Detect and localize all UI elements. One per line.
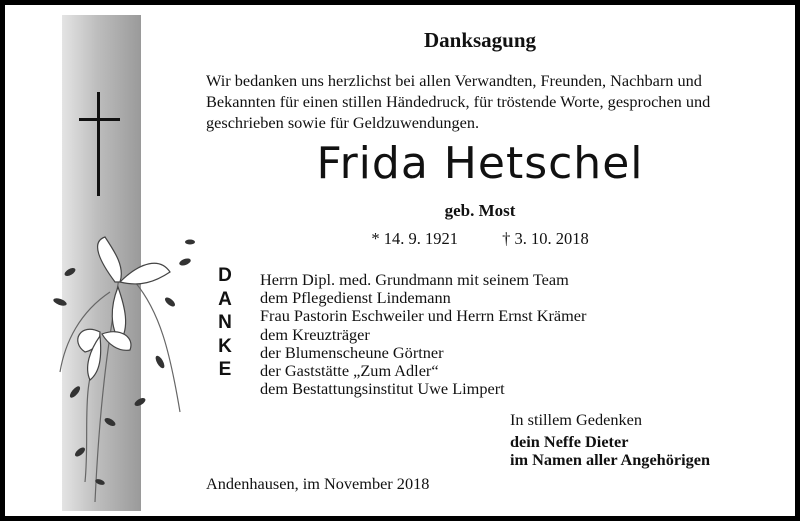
life-dates xyxy=(204,229,756,249)
thanks-list xyxy=(260,271,586,398)
thanks-item: dem Bestattungsinstitut Uwe Limpert xyxy=(260,379,505,399)
danke-letter: A xyxy=(218,288,232,310)
thanks-item: Herrn Dipl. med. Grundmann mit seinem Team xyxy=(260,270,569,289)
danke-letter: E xyxy=(218,359,232,380)
signers xyxy=(510,433,710,469)
danke-vertical xyxy=(210,264,240,382)
danke-letter: D xyxy=(218,265,232,286)
death-date: † 3. 10. 2018 xyxy=(502,229,589,248)
thanks-item: der Gaststätte „Zum Adler“ xyxy=(260,361,439,381)
birth-date: * 14. 9. 1921 xyxy=(371,229,458,248)
thanks-item: dem Pflegedienst Lindemann xyxy=(260,288,451,308)
thanks-item: der Blumenscheune Görtner xyxy=(260,342,444,362)
thanks-item: Frau Pastorin Eschweiler und Herrn Ernst Krämer xyxy=(260,306,587,326)
signer-line: im Namen aller Angehörigen xyxy=(510,450,711,469)
heading: Danksagung xyxy=(423,28,537,52)
signer-line: dein Neffe Dieter xyxy=(510,432,629,451)
birth-name: geb. Most xyxy=(444,201,516,220)
place-date: Andenhausen, im November 2018 xyxy=(206,474,430,493)
danke-letter: K xyxy=(218,335,232,357)
thanks-item: dem Kreuzträger xyxy=(260,324,370,344)
memory-line: In stillem Gedenken xyxy=(510,410,643,429)
deceased-name: Frida Hetschel xyxy=(316,138,644,189)
lily-flowers-illustration xyxy=(40,232,200,512)
intro-text: Wir bedanken uns herzlichst bei allen Verwandten, Freunden, Nachbarn und Bekannten für einen stillen Händedruck, für tröstende Worte, gesprochen und geschrieben sowie für Geldzuwendungen. xyxy=(206,71,711,132)
danke-letter: N xyxy=(218,312,232,333)
